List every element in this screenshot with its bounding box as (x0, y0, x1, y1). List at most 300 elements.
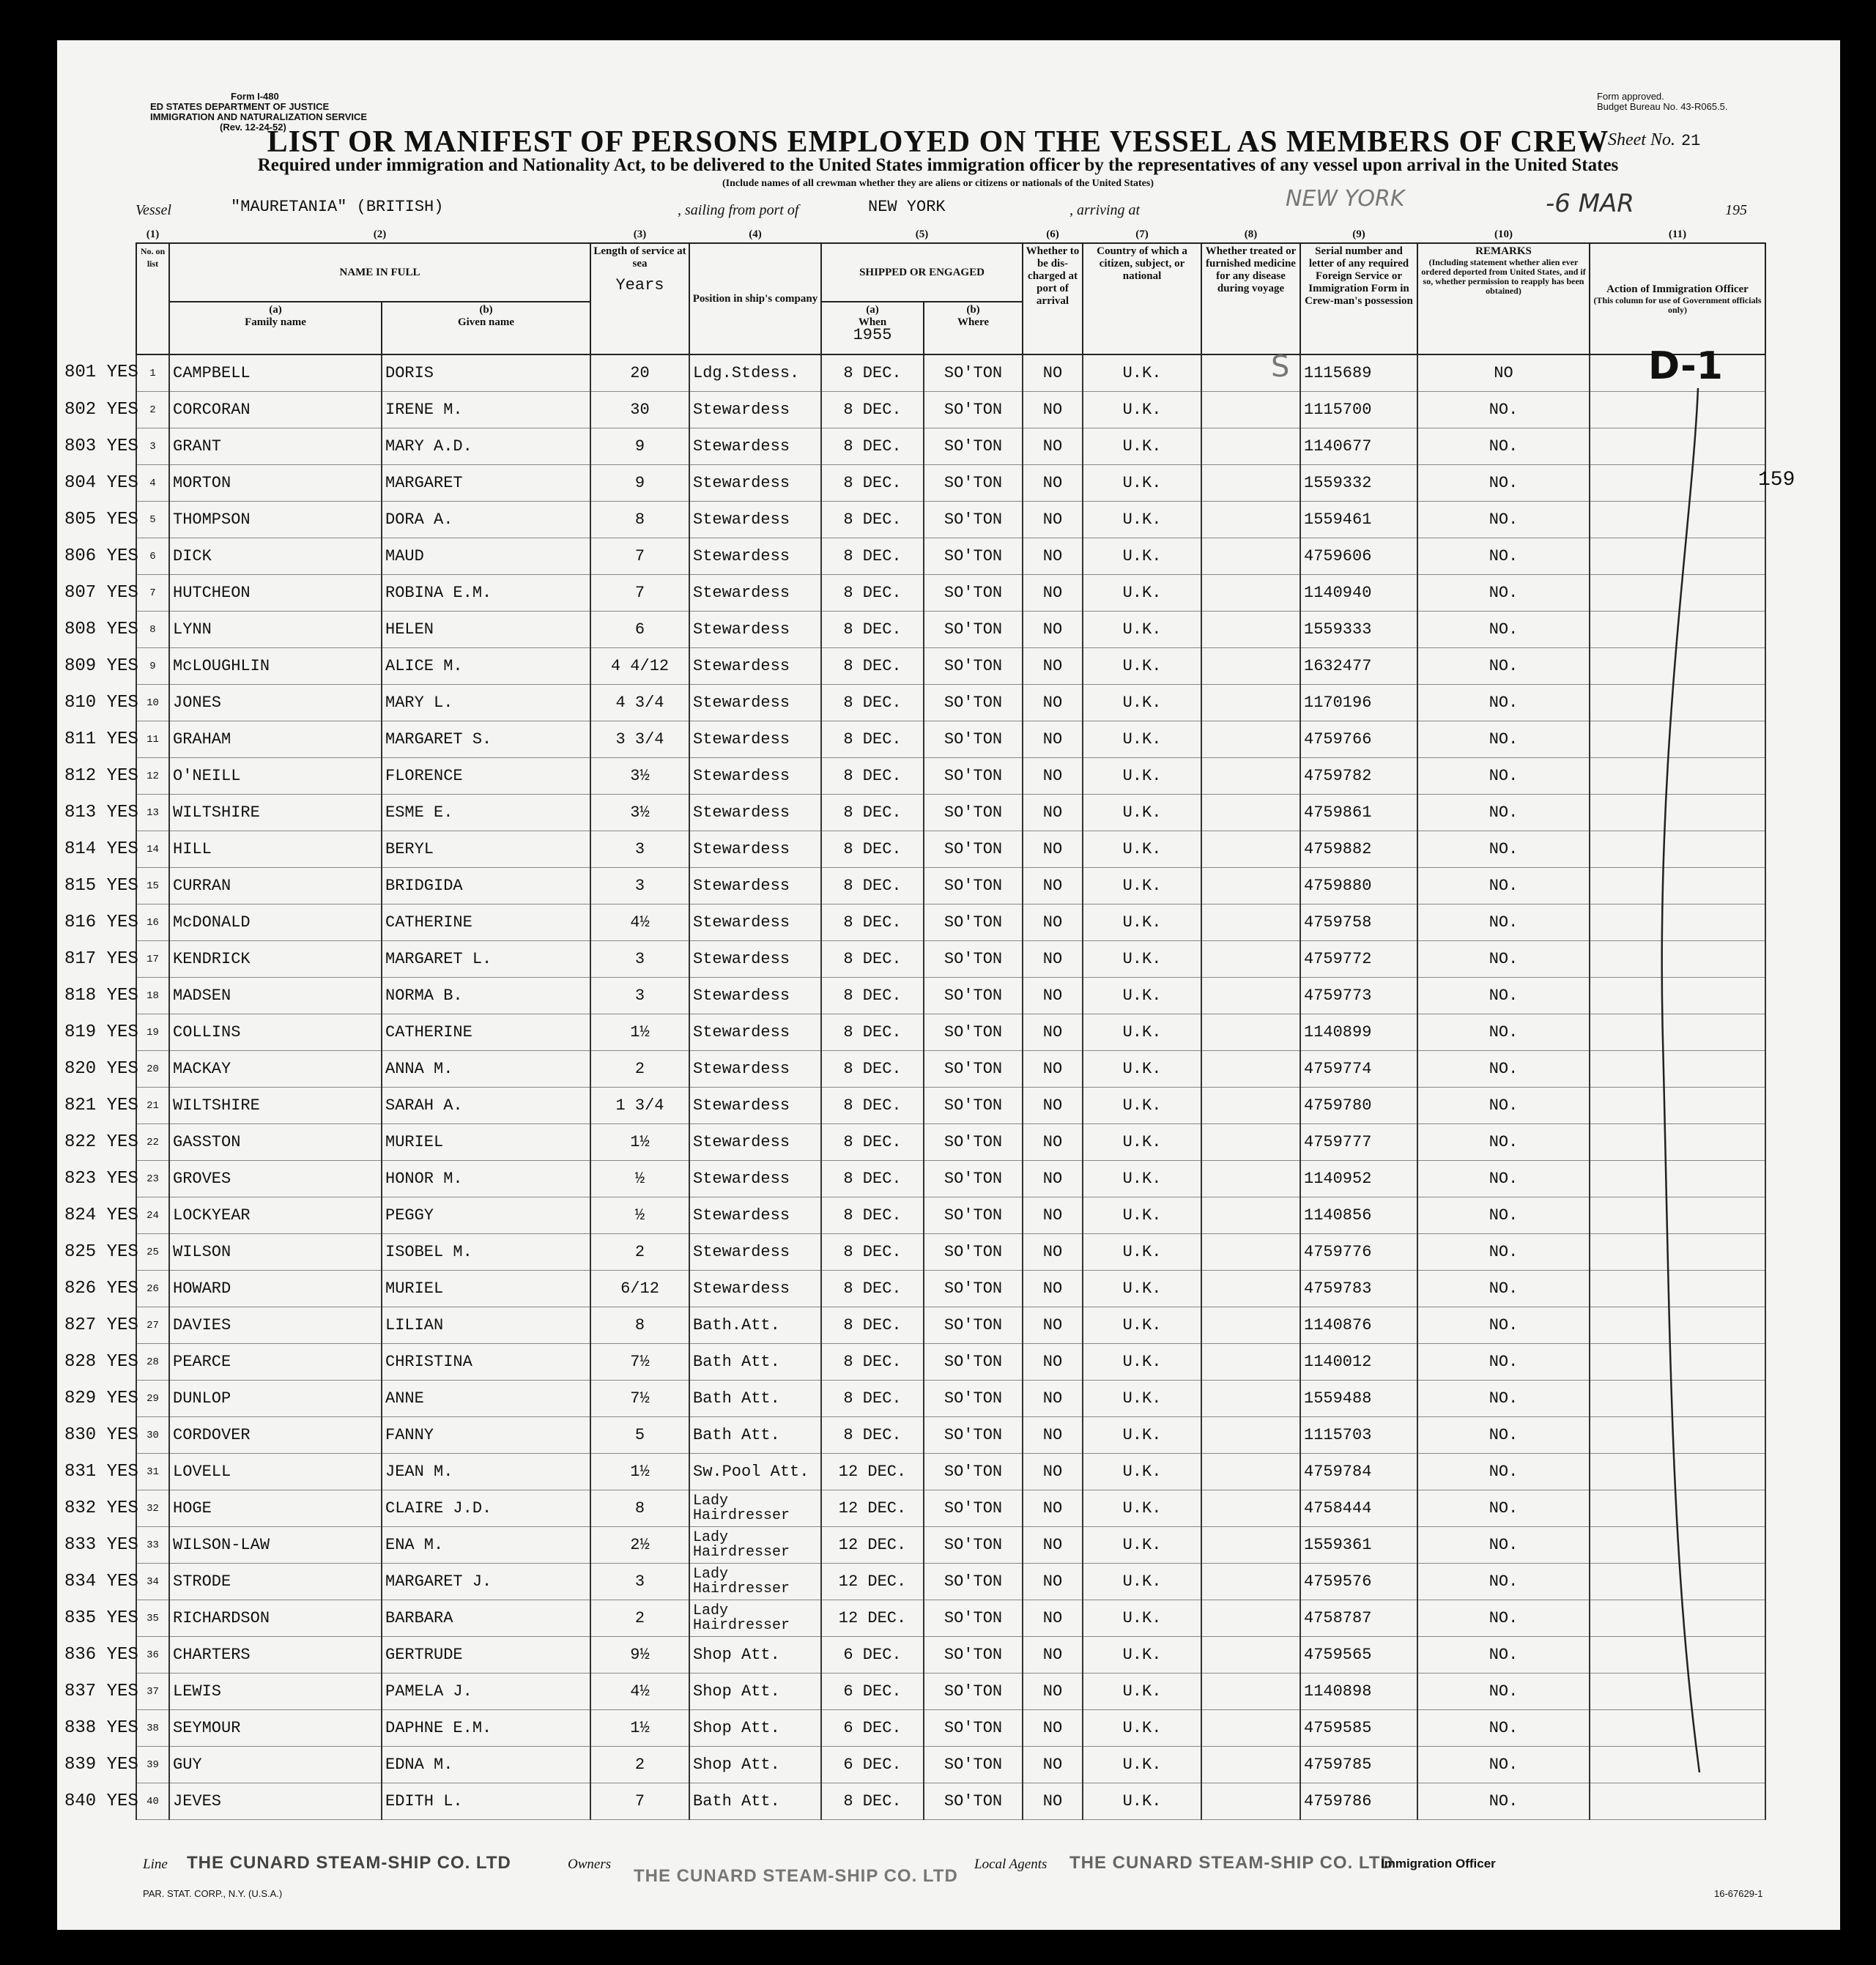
family-name-header (169, 302, 382, 354)
no-on-list-cell: 19 (136, 1014, 169, 1051)
country-cell: U.K. (1083, 428, 1201, 465)
shipped-where-cell: SO'TON (924, 941, 1023, 978)
country-cell: U.K. (1083, 354, 1201, 392)
table-row (136, 1307, 1765, 1344)
table-row (136, 1564, 1765, 1600)
serial-number-cell: 4759882 (1300, 831, 1417, 868)
position-cell: Stewardess (689, 428, 821, 465)
family-name-cell: SEYMOUR (169, 1710, 382, 1747)
shipped-where-cell: SO'TON (924, 905, 1023, 941)
length-of-service-cell: 2 (590, 1234, 689, 1271)
row-label: 829 YES (64, 1388, 138, 1408)
remarks-cell: NO. (1417, 1747, 1590, 1783)
shipped-when-cell: 8 DEC. (821, 1783, 924, 1820)
table-row (136, 1710, 1765, 1747)
country-cell: U.K. (1083, 1344, 1201, 1381)
shipped-when-cell: 8 DEC. (821, 941, 924, 978)
row-label: 819 YES (64, 1022, 138, 1042)
shipped-when-cell: 8 DEC. (821, 428, 924, 465)
position-cell: Stewardess (689, 502, 821, 538)
given-name-cell: HELEN (382, 612, 590, 648)
length-of-service-cell: 3½ (590, 795, 689, 831)
country-cell: U.K. (1083, 1381, 1201, 1417)
discharged-cell: NO (1023, 831, 1083, 868)
position-cell: Stewardess (689, 1234, 821, 1271)
row-label: 807 YES (64, 582, 138, 603)
shipped-when-cell: 8 DEC. (821, 1307, 924, 1344)
row-label: 827 YES (64, 1315, 138, 1335)
serial-number-cell: 1140012 (1300, 1344, 1417, 1381)
shipped-where-cell: SO'TON (924, 1381, 1023, 1417)
department-name: ED STATES DEPARTMENT OF JUSTICE (150, 101, 330, 112)
family-name-cell: JONES (169, 685, 382, 721)
position-cell: Stewardess (689, 575, 821, 612)
table-row (136, 1271, 1765, 1307)
shipped-when-cell: 8 DEC. (821, 978, 924, 1014)
position-header: Position in ship's company (689, 243, 821, 354)
remarks-cell: NO. (1417, 1454, 1590, 1490)
discharged-cell: NO (1023, 648, 1083, 685)
serial-number-cell: 1140940 (1300, 575, 1417, 612)
serial-number-cell: 1140677 (1300, 428, 1417, 465)
country-cell: U.K. (1083, 1088, 1201, 1124)
shipped-when-cell: 8 DEC. (821, 868, 924, 905)
row-label: 837 YES (64, 1681, 138, 1701)
no-on-list-cell: 35 (136, 1600, 169, 1637)
no-on-list-header: No. on list (136, 243, 169, 354)
shipped-where-cell: SO'TON (924, 1088, 1023, 1124)
discharged-cell: NO (1023, 1490, 1083, 1527)
position-cell: Lady Hairdresser (689, 1527, 821, 1564)
medicine-cell (1201, 428, 1300, 465)
discharged-cell: NO (1023, 1454, 1083, 1490)
length-of-service-cell: 1½ (590, 1014, 689, 1051)
no-on-list-cell: 20 (136, 1051, 169, 1088)
where-letter: (b) (966, 304, 980, 316)
shipped-where-cell: SO'TON (924, 758, 1023, 795)
position-cell: Bath Att. (689, 1381, 821, 1417)
shipped-where-cell: SO'TON (924, 612, 1023, 648)
row-label: 823 YES (64, 1168, 138, 1189)
shipped-where-cell: SO'TON (924, 1051, 1023, 1088)
name-in-full-header: NAME IN FULL (169, 243, 590, 302)
serial-number-cell: 4759766 (1300, 721, 1417, 758)
remarks-cell: NO. (1417, 978, 1590, 1014)
row-label: 820 YES (64, 1058, 138, 1079)
country-cell: U.K. (1083, 1161, 1201, 1197)
vessel-label: Vessel (136, 202, 171, 218)
position-cell: Stewardess (689, 1051, 821, 1088)
no-on-list-cell: 37 (136, 1674, 169, 1710)
table-row (136, 1344, 1765, 1381)
country-cell: U.K. (1083, 1417, 1201, 1454)
medicine-cell (1201, 685, 1300, 721)
crew-table (136, 227, 1766, 1820)
row-label: 838 YES (64, 1717, 138, 1738)
position-cell: Bath Att. (689, 1417, 821, 1454)
discharged-cell: NO (1023, 1197, 1083, 1234)
family-name-cell: LOCKYEAR (169, 1197, 382, 1234)
length-of-service-cell: ½ (590, 1161, 689, 1197)
family-name-cell: HILL (169, 831, 382, 868)
given-name-cell: NORMA B. (382, 978, 590, 1014)
family-name-cell: CHARTERS (169, 1637, 382, 1674)
shipped-where-cell: SO'TON (924, 831, 1023, 868)
remarks-cell: NO. (1417, 465, 1590, 502)
family-name-cell: GRANT (169, 428, 382, 465)
family-name-cell: KENDRICK (169, 941, 382, 978)
shipped-where-cell: SO'TON (924, 1124, 1023, 1161)
discharged-cell: NO (1023, 1307, 1083, 1344)
shipped-where-cell: SO'TON (924, 648, 1023, 685)
table-row (136, 1161, 1765, 1197)
manifest-note: (Include names of all crewman whether they are aliens or citizens or nationals of the United States) (722, 178, 1154, 189)
shipped-where-cell: SO'TON (924, 721, 1023, 758)
table-row (136, 905, 1765, 941)
family-name-cell: McDONALD (169, 905, 382, 941)
position-cell: Stewardess (689, 1197, 821, 1234)
position-cell: Bath.Att. (689, 1307, 821, 1344)
budget-bureau-number: Budget Bureau No. 43-R065.5. (1597, 101, 1728, 112)
medicine-cell (1201, 648, 1300, 685)
row-label: 806 YES (64, 546, 138, 566)
serial-number-cell: 1170196 (1300, 685, 1417, 721)
position-cell: Shop Att. (689, 1674, 821, 1710)
no-on-list-cell: 14 (136, 831, 169, 868)
serial-number-cell: 1115689 (1300, 354, 1417, 392)
position-cell: Lady Hairdresser (689, 1600, 821, 1637)
table-row (136, 1454, 1765, 1490)
shipped-when-cell: 8 DEC. (821, 1161, 924, 1197)
table-row (136, 1417, 1765, 1454)
year-label: 195 (1725, 202, 1747, 218)
medicine-cell (1201, 1710, 1300, 1747)
country-cell: U.K. (1083, 868, 1201, 905)
no-on-list-cell: 4 (136, 465, 169, 502)
no-on-list-cell: 1 (136, 354, 169, 392)
country-cell: U.K. (1083, 392, 1201, 428)
row-label: 834 YES (64, 1571, 138, 1591)
table-row (136, 685, 1765, 721)
no-on-list-cell: 3 (136, 428, 169, 465)
medicine-cell (1201, 1271, 1300, 1307)
table-row (136, 978, 1765, 1014)
family-name-cell: MACKAY (169, 1051, 382, 1088)
row-label: 805 YES (64, 509, 138, 530)
given-letter: (b) (479, 304, 493, 316)
table-row (136, 941, 1765, 978)
remarks-cell: NO. (1417, 758, 1590, 795)
length-of-service-cell: 9 (590, 428, 689, 465)
country-cell: U.K. (1083, 1124, 1201, 1161)
action-note: (This column for use of Government officials only) (1593, 294, 1762, 315)
length-of-service-cell: 3 (590, 941, 689, 978)
row-label: 836 YES (64, 1644, 138, 1665)
family-name-cell: GUY (169, 1747, 382, 1783)
given-name-cell: GERTRUDE (382, 1637, 590, 1674)
no-on-list-cell: 21 (136, 1088, 169, 1124)
shipped-where-cell: SO'TON (924, 428, 1023, 465)
family-name-cell: WILTSHIRE (169, 1088, 382, 1124)
no-on-list-cell: 13 (136, 795, 169, 831)
agents-stamp: THE CUNARD STEAM-SHIP CO. LTD (1069, 1853, 1394, 1873)
row-label: 816 YES (64, 912, 138, 932)
no-on-list-cell: 32 (136, 1490, 169, 1527)
discharged-cell: NO (1023, 538, 1083, 575)
shipped-where-cell: SO'TON (924, 1454, 1023, 1490)
serial-number-cell: 4759565 (1300, 1637, 1417, 1674)
family-name-cell: CORCORAN (169, 392, 382, 428)
given-name-cell: EDITH L. (382, 1783, 590, 1820)
medicine-cell (1201, 1234, 1300, 1271)
service-name: IMMIGRATION AND NATURALIZATION SERVICE (150, 111, 368, 122)
position-cell: Stewardess (689, 1161, 821, 1197)
remarks-cell: NO. (1417, 1674, 1590, 1710)
row-label: 802 YES (64, 399, 138, 420)
given-name-cell: ANNE (382, 1381, 590, 1417)
given-name-cell: MARGARET J. (382, 1564, 590, 1600)
shipped-where-cell: SO'TON (924, 538, 1023, 575)
shipped-when-cell: 8 DEC. (821, 392, 924, 428)
remarks-title: REMARKS (1475, 245, 1532, 257)
shipped-when-cell: 8 DEC. (821, 758, 924, 795)
col-num-8: (8) (1244, 229, 1258, 240)
serial-number-cell: 4758787 (1300, 1600, 1417, 1637)
length-of-service-cell: 1½ (590, 1710, 689, 1747)
no-on-list-cell: 5 (136, 502, 169, 538)
given-name-cell: FLORENCE (382, 758, 590, 795)
no-on-list-cell: 28 (136, 1344, 169, 1381)
medicine-cell (1201, 1051, 1300, 1088)
no-on-list-cell: 15 (136, 868, 169, 905)
form-approved: Form approved. (1597, 91, 1664, 102)
row-label: 811 YES (64, 729, 138, 749)
table-row (136, 538, 1765, 575)
given-name-cell: DORA A. (382, 502, 590, 538)
remarks-cell: NO. (1417, 941, 1590, 978)
discharged-cell: NO (1023, 1527, 1083, 1564)
remarks-cell: NO. (1417, 1381, 1590, 1417)
length-of-service-cell: 3 (590, 1564, 689, 1600)
length-of-service-cell: 4 3/4 (590, 685, 689, 721)
family-name-cell: DICK (169, 538, 382, 575)
shipped-header: SHIPPED OR ENGAGED (821, 243, 1023, 302)
no-on-list-cell: 23 (136, 1161, 169, 1197)
shipped-when-cell: 8 DEC. (821, 354, 924, 392)
country-cell: U.K. (1083, 905, 1201, 941)
when-label: When (858, 316, 887, 328)
discharged-cell: NO (1023, 502, 1083, 538)
country-cell: U.K. (1083, 1600, 1201, 1637)
table-row (136, 1747, 1765, 1783)
header-row-top (136, 243, 1765, 302)
shipped-when-cell: 6 DEC. (821, 1747, 924, 1783)
row-label: 810 YES (64, 692, 138, 713)
no-on-list-cell: 27 (136, 1307, 169, 1344)
row-label: 828 YES (64, 1351, 138, 1372)
shipped-where-cell: SO'TON (924, 1710, 1023, 1747)
shipped-when-cell: 8 DEC. (821, 538, 924, 575)
medicine-cell (1201, 905, 1300, 941)
remarks-cell: NO. (1417, 868, 1590, 905)
shipped-where-cell: SO'TON (924, 502, 1023, 538)
no-on-list-cell: 31 (136, 1454, 169, 1490)
medicine-cell (1201, 392, 1300, 428)
table-row (136, 1197, 1765, 1234)
remarks-cell: NO. (1417, 1271, 1590, 1307)
medicine-cell (1201, 831, 1300, 868)
officer-label: Immigration Officer (1381, 1857, 1496, 1871)
medicine-header: Whether treated or furnished medicine for any disease during voyage (1201, 243, 1300, 354)
country-cell: U.K. (1083, 1234, 1201, 1271)
table-row (136, 1783, 1765, 1820)
given-name-cell: DAPHNE E.M. (382, 1710, 590, 1747)
agents-label: Local Agents (974, 1857, 1048, 1872)
serial-number-cell: 4759880 (1300, 868, 1417, 905)
country-cell: U.K. (1083, 721, 1201, 758)
row-label: 812 YES (64, 765, 138, 786)
serial-number-cell: 1115700 (1300, 392, 1417, 428)
no-on-list-cell: 9 (136, 648, 169, 685)
serial-number-cell: 1559488 (1300, 1381, 1417, 1417)
position-cell: Stewardess (689, 758, 821, 795)
row-label: 833 YES (64, 1534, 138, 1555)
length-of-service-cell: 7 (590, 1783, 689, 1820)
no-on-list-cell: 2 (136, 392, 169, 428)
country-cell: U.K. (1083, 1197, 1201, 1234)
serial-number-cell: 4759782 (1300, 758, 1417, 795)
discharged-cell: NO (1023, 1710, 1083, 1747)
row-label: 821 YES (64, 1095, 138, 1115)
given-name-cell: ISOBEL M. (382, 1234, 590, 1271)
country-cell: U.K. (1083, 1307, 1201, 1344)
family-name-cell: PEARCE (169, 1344, 382, 1381)
country-cell: U.K. (1083, 1014, 1201, 1051)
shipped-when-cell: 8 DEC. (821, 575, 924, 612)
remarks-cell: NO. (1417, 1051, 1590, 1088)
medicine-cell (1201, 538, 1300, 575)
discharged-cell: NO (1023, 1014, 1083, 1051)
country-cell: U.K. (1083, 465, 1201, 502)
row-label: 804 YES (64, 472, 138, 493)
length-of-service-cell: 2 (590, 1747, 689, 1783)
remarks-cell: NO. (1417, 831, 1590, 868)
medicine-cell (1201, 1124, 1300, 1161)
discharged-cell: NO (1023, 1674, 1083, 1710)
shipped-where-cell: SO'TON (924, 1344, 1023, 1381)
serial-number-cell: 4758444 (1300, 1490, 1417, 1527)
row-label: 813 YES (64, 802, 138, 822)
remarks-header (1417, 243, 1590, 354)
shipped-when-cell: 8 DEC. (821, 1234, 924, 1271)
no-on-list-cell: 18 (136, 978, 169, 1014)
position-cell: Shop Att. (689, 1710, 821, 1747)
length-of-service-cell: 8 (590, 1307, 689, 1344)
country-header: Country of which a citizen, subject, or national (1083, 243, 1201, 354)
shipped-when-cell: 8 DEC. (821, 1417, 924, 1454)
row-label: 824 YES (64, 1205, 138, 1225)
col-num-5: (5) (915, 229, 929, 240)
discharged-cell: NO (1023, 354, 1083, 392)
no-on-list-cell: 26 (136, 1271, 169, 1307)
given-name-cell: CLAIRE J.D. (382, 1490, 590, 1527)
medicine-cell (1201, 575, 1300, 612)
row-label: 801 YES (64, 363, 138, 383)
position-cell: Stewardess (689, 685, 821, 721)
shipped-when-cell: 8 DEC. (821, 1197, 924, 1234)
shipped-where-cell: SO'TON (924, 1197, 1023, 1234)
remarks-cell: NO. (1417, 1344, 1590, 1381)
table-row (136, 1490, 1765, 1527)
family-name-cell: GRAHAM (169, 721, 382, 758)
row-label: 817 YES (64, 948, 138, 969)
length-of-service-cell: 3 (590, 831, 689, 868)
length-header (590, 243, 689, 354)
table-row (136, 1234, 1765, 1271)
shipped-when-cell: 8 DEC. (821, 1344, 924, 1381)
table-row (136, 1674, 1765, 1710)
given-name-cell: CHRISTINA (382, 1344, 590, 1381)
medicine-cell (1201, 1454, 1300, 1490)
medicine-cell (1201, 941, 1300, 978)
family-name-cell: JEVES (169, 1783, 382, 1820)
medicine-cell (1201, 612, 1300, 648)
family-name-cell: MADSEN (169, 978, 382, 1014)
form-number: Form I-480 (231, 91, 279, 102)
serial-number-cell: 4759773 (1300, 978, 1417, 1014)
position-cell: Stewardess (689, 978, 821, 1014)
shipped-where-cell: SO'TON (924, 685, 1023, 721)
row-label: 840 YES (64, 1791, 138, 1811)
remarks-cell: NO. (1417, 1710, 1590, 1747)
discharged-cell: NO (1023, 1234, 1083, 1271)
family-name-cell: STRODE (169, 1564, 382, 1600)
medicine-cell (1201, 1674, 1300, 1710)
position-cell: Stewardess (689, 905, 821, 941)
vessel-name: "MAURETANIA" (BRITISH) (231, 198, 444, 216)
shipped-where-cell: SO'TON (924, 978, 1023, 1014)
no-on-list-cell: 38 (136, 1710, 169, 1747)
position-cell: Stewardess (689, 1271, 821, 1307)
row-label: 835 YES (64, 1608, 138, 1628)
shipped-where-cell: SO'TON (924, 1564, 1023, 1600)
row-label: 831 YES (64, 1461, 138, 1482)
serial-number-cell: 1140952 (1300, 1161, 1417, 1197)
medicine-cell (1201, 868, 1300, 905)
length-of-service-cell: 1½ (590, 1124, 689, 1161)
position-cell: Stewardess (689, 392, 821, 428)
shipped-when-cell: 6 DEC. (821, 1674, 924, 1710)
table-row (136, 721, 1765, 758)
arrival-date: -6 MAR (1546, 189, 1634, 218)
no-on-list-cell: 12 (136, 758, 169, 795)
handwritten-line (1641, 381, 1743, 1846)
given-name-cell: JEAN M. (382, 1454, 590, 1490)
medicine-mark: S (1271, 350, 1290, 384)
shipped-when-cell: 12 DEC. (821, 1564, 924, 1600)
medicine-cell (1201, 1600, 1300, 1637)
family-name-cell: THOMPSON (169, 502, 382, 538)
shipped-when-cell: 8 DEC. (821, 905, 924, 941)
given-name-cell: MARY L. (382, 685, 590, 721)
shipped-when-cell: 12 DEC. (821, 1454, 924, 1490)
discharged-cell: NO (1023, 721, 1083, 758)
remarks-cell: NO. (1417, 1637, 1590, 1674)
family-name-cell: DUNLOP (169, 1381, 382, 1417)
col-num-9: (9) (1352, 229, 1365, 240)
shipped-where-cell: SO'TON (924, 1600, 1023, 1637)
no-on-list-cell: 8 (136, 612, 169, 648)
